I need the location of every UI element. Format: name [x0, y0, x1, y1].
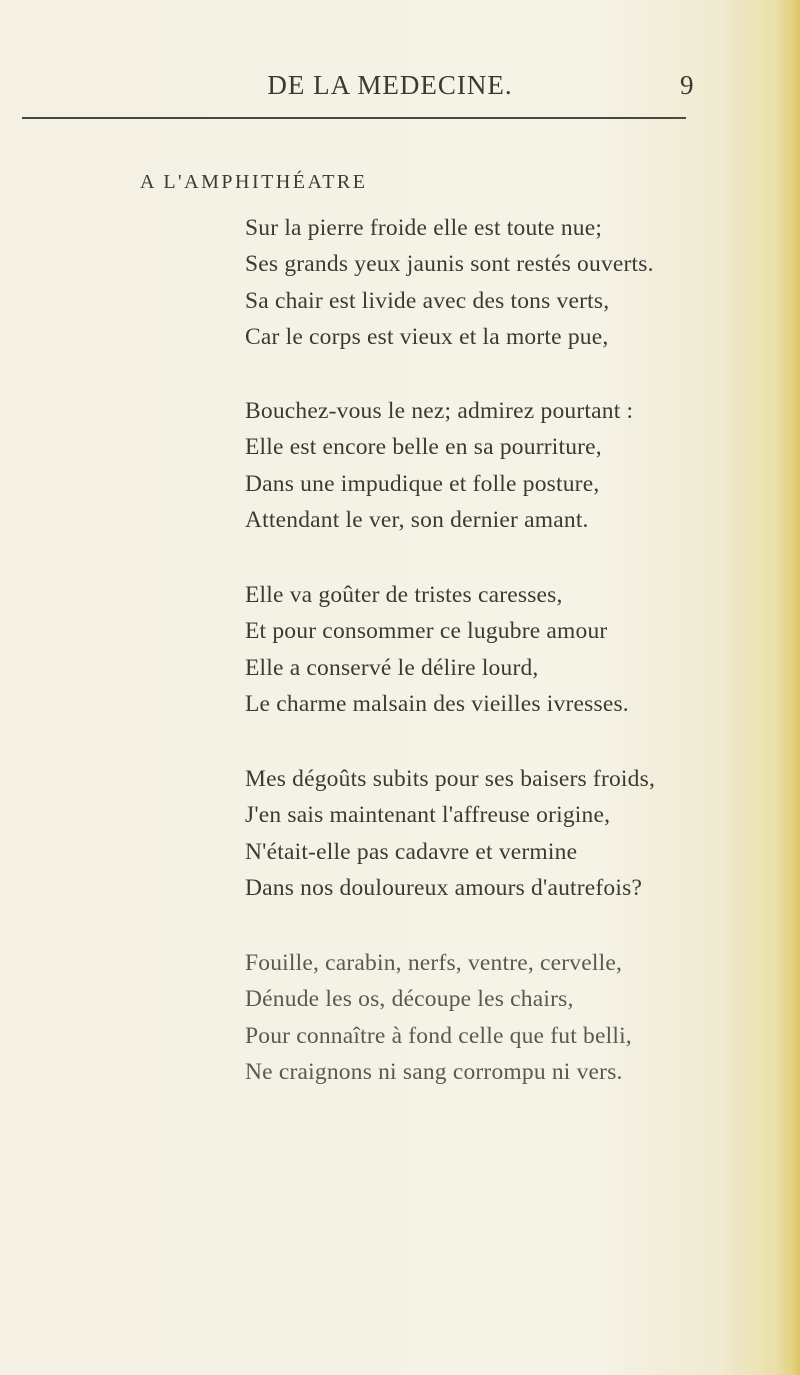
verse-line: Elle est encore belle en sa pourriture,: [245, 434, 602, 461]
verse-line: Et pour consommer ce lugubre amour: [245, 618, 608, 645]
verse-line: Car le corps est vieux et la morte pue,: [245, 324, 609, 351]
verse-line: Ses grands yeux jaunis sont restés ouverts.: [245, 251, 654, 278]
stanza-5: [245, 945, 632, 1091]
page-number: 9: [680, 70, 694, 100]
verse-line: J'en sais maintenant l'affreuse origine,: [245, 802, 611, 829]
verse-line: Elle va goûter de tristes caresses,: [245, 582, 563, 608]
page-edge-discoloration: [778, 0, 800, 1375]
verse-line: Mes dégoûts subits pour ses baisers froids,: [245, 766, 656, 792]
verse-line: Bouchez-vous le nez; admirez pourtant :: [245, 398, 634, 424]
stanza-4: [245, 761, 655, 907]
stanza-2: [245, 393, 633, 539]
poem-title: A L'AMPHITHÉATRE: [140, 171, 368, 193]
verse-line: Dans nos douloureux amours d'autrefois?: [245, 875, 643, 902]
verse-line: Ne craignons ni sang corrompu ni vers.: [245, 1059, 623, 1086]
verse-line: Attendant le ver, son dernier amant.: [245, 507, 589, 534]
verse-line: Sur la pierre froide elle est toute nue;: [245, 215, 603, 241]
verse-line: Sa chair est livide avec des tons verts,: [245, 287, 610, 314]
running-head-title: DE LA MEDECINE.: [267, 70, 513, 100]
header-rule: [22, 117, 686, 119]
running-head: [0, 70, 800, 110]
verse-line: Elle a conservé le délire lourd,: [245, 654, 539, 681]
verse-line: Dans une impudique et folle posture,: [245, 470, 600, 497]
verse-line: Pour connaître à fond celle que fut belli,: [245, 1022, 632, 1049]
verse-line: Fouille, carabin, nerfs, ventre, cervelle,: [245, 950, 623, 976]
verse-line: Dénude les os, découpe les chairs,: [245, 986, 574, 1013]
stanza-1: [245, 210, 654, 356]
verse-line: N'était-elle pas cadavre et vermine: [245, 838, 578, 865]
stanza-3: [245, 577, 629, 723]
verse-line: Le charme malsain des vieilles ivresses.: [245, 691, 629, 718]
